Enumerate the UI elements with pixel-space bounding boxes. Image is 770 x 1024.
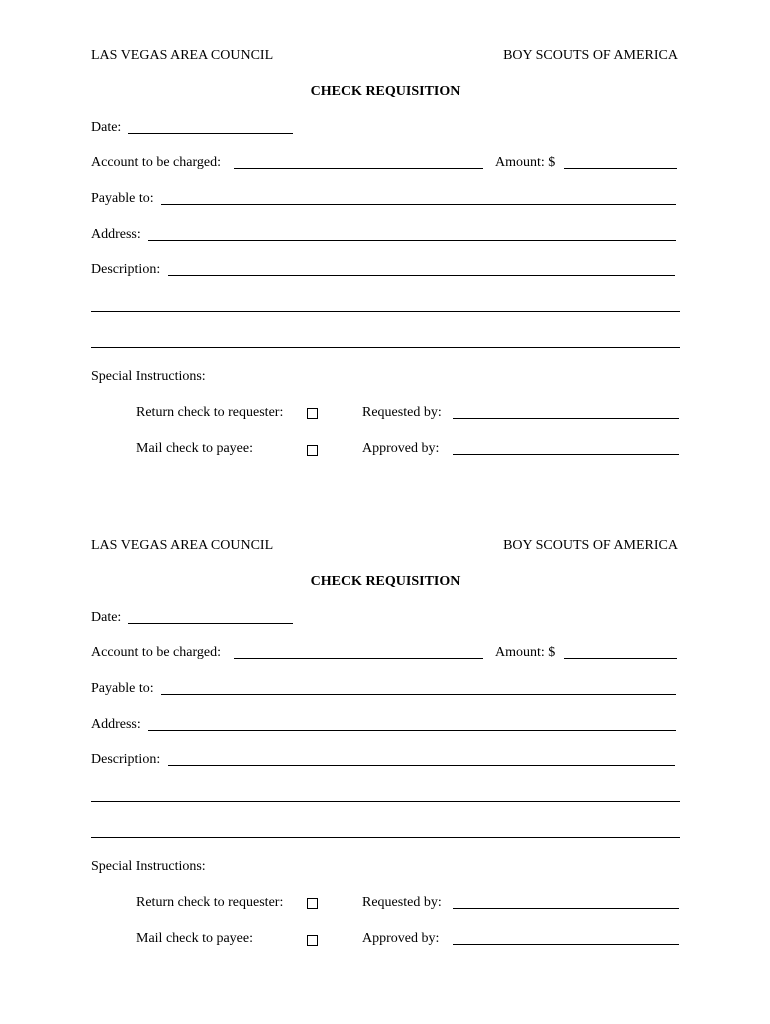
payable-label: Payable to:: [91, 681, 154, 696]
date-field-line[interactable]: [128, 623, 293, 624]
address-field-line[interactable]: [148, 730, 676, 731]
account-field-line[interactable]: [234, 658, 483, 659]
mail-check-label: Mail check to payee:: [136, 931, 254, 946]
description-extra-line-2[interactable]: [91, 347, 680, 348]
description-extra-line-1[interactable]: [91, 801, 680, 802]
approved-by-label: Approved by:: [362, 931, 440, 946]
description-row: [91, 260, 680, 280]
special-instructions-row: [91, 857, 680, 877]
mail-approved-row: [91, 439, 680, 459]
return-requested-row: [91, 403, 680, 423]
form-header: [91, 46, 680, 66]
special-instructions-label: Special Instructions:: [91, 859, 206, 874]
payable-label: Payable to:: [91, 191, 154, 206]
date-row: [91, 608, 680, 628]
address-label: Address:: [91, 717, 141, 732]
return-check-checkbox[interactable]: [307, 408, 318, 419]
amount-field-line[interactable]: [564, 658, 677, 659]
payable-row: [91, 189, 680, 209]
special-instructions-label: Special Instructions:: [91, 369, 206, 384]
date-label: Date:: [91, 610, 122, 625]
address-label: Address:: [91, 227, 141, 242]
form-header: [91, 536, 680, 556]
mail-check-checkbox[interactable]: [307, 445, 318, 456]
mail-approved-row: [91, 929, 680, 949]
description-field-line[interactable]: [168, 275, 675, 276]
account-row: [91, 153, 680, 173]
approved-by-label: Approved by:: [362, 441, 440, 456]
return-check-label: Return check to requester:: [136, 405, 284, 420]
payable-field-line[interactable]: [161, 204, 676, 205]
return-check-checkbox[interactable]: [307, 898, 318, 909]
payable-row: [91, 679, 680, 699]
description-label: Description:: [91, 752, 161, 767]
description-label: Description:: [91, 262, 161, 277]
address-field-line[interactable]: [148, 240, 676, 241]
requested-by-line[interactable]: [453, 908, 679, 909]
return-requested-row: [91, 893, 680, 913]
approved-by-line[interactable]: [453, 944, 679, 945]
address-row: [91, 715, 680, 735]
date-label: Date:: [91, 120, 122, 135]
organization-name: BOY SCOUTS OF AMERICA: [503, 538, 678, 553]
description-extra-line-1[interactable]: [91, 311, 680, 312]
form-title: CHECK REQUISITION: [310, 574, 461, 589]
address-row: [91, 225, 680, 245]
amount-label: Amount: $: [495, 155, 556, 170]
description-field-line[interactable]: [168, 765, 675, 766]
account-field-line[interactable]: [234, 168, 483, 169]
account-label: Account to be charged:: [91, 155, 221, 170]
return-check-label: Return check to requester:: [136, 895, 284, 910]
amount-label: Amount: $: [495, 645, 556, 660]
description-extra-line-2[interactable]: [91, 837, 680, 838]
requested-by-label: Requested by:: [362, 405, 442, 420]
form-title: CHECK REQUISITION: [310, 84, 461, 99]
account-row: [91, 643, 680, 663]
amount-field-line[interactable]: [564, 168, 677, 169]
organization-name: BOY SCOUTS OF AMERICA: [503, 48, 678, 63]
council-name: LAS VEGAS AREA COUNCIL: [91, 48, 274, 63]
approved-by-line[interactable]: [453, 454, 679, 455]
council-name: LAS VEGAS AREA COUNCIL: [91, 538, 274, 553]
date-row: [91, 118, 680, 138]
mail-check-label: Mail check to payee:: [136, 441, 254, 456]
description-row: [91, 750, 680, 770]
date-field-line[interactable]: [128, 133, 293, 134]
requested-by-line[interactable]: [453, 418, 679, 419]
mail-check-checkbox[interactable]: [307, 935, 318, 946]
requested-by-label: Requested by:: [362, 895, 442, 910]
account-label: Account to be charged:: [91, 645, 221, 660]
payable-field-line[interactable]: [161, 694, 676, 695]
special-instructions-row: [91, 367, 680, 387]
